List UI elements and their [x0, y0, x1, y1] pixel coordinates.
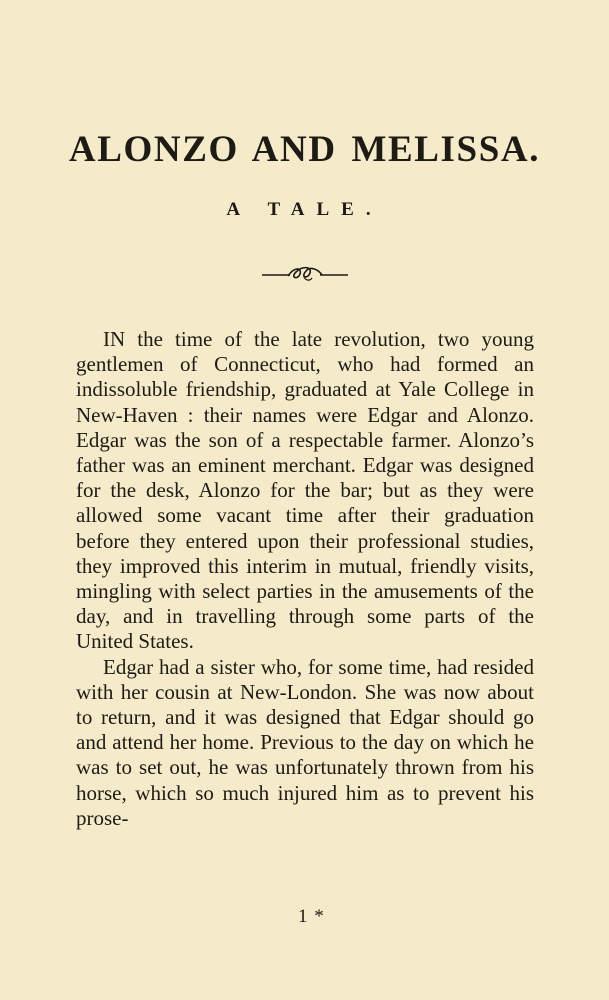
page-subtitle: A TALE.: [226, 199, 383, 220]
signature-mark: 1 *: [298, 906, 325, 927]
page-title: ALONZO AND MELISSA.: [68, 129, 541, 170]
decorative-knot-ornament-icon: [260, 263, 350, 283]
paragraph-2: Edgar had a sister who, for some time, had resided with her cousin at New-London. She was now about to return, and it was designed that Edgar should go and attend her home. Previous to the day on which he was to set out, he was unfortunately thrown from his horse, which so much injured him as to prevent his prose-: [76, 654, 534, 830]
tale-body: [76, 327, 534, 831]
paragraph-1: IN the time of the late revolution, two young gentlemen of Connecticut, who had formed an indissoluble friendship, graduated at Yale College in New-Haven : their names were Edgar and Alonzo. Edgar was the son of a respectable farmer. Alonzo’s father was an eminent merchant. Edgar was designed for the desk, Alonzo for the bar; but as they were allowed some vacant time after their graduation before they entered upon their professional studies, they improved this interim in mutual, friendly visits, mingling with select parties in the amusements of the day, and in travelling through some parts of the United States.: [76, 327, 534, 654]
